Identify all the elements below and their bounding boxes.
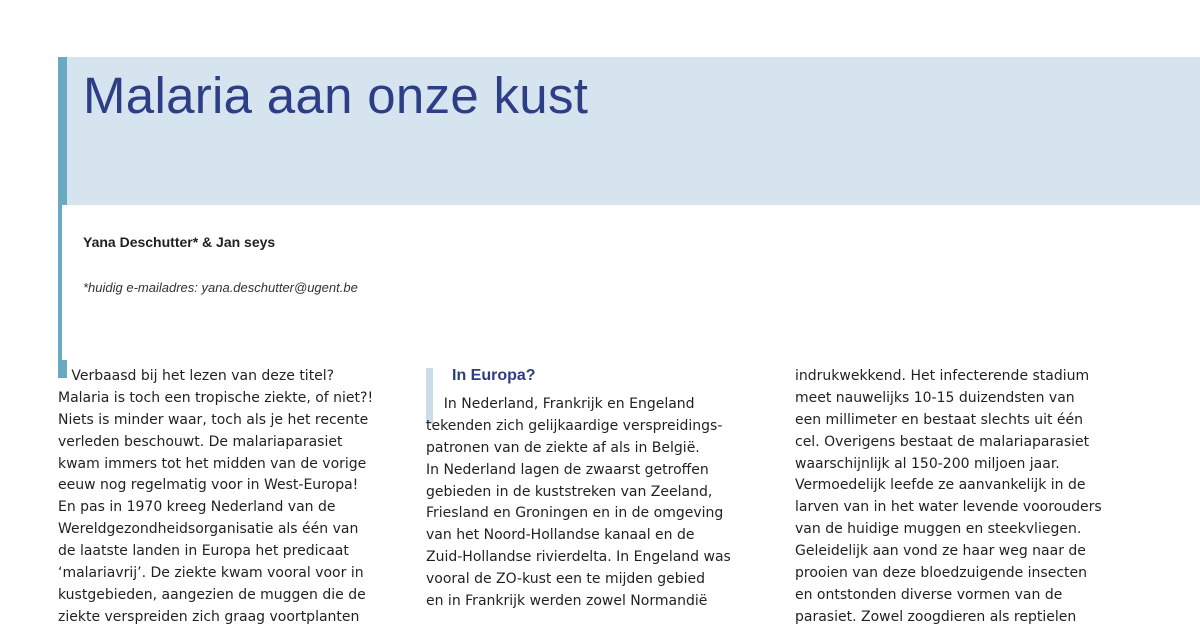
text-line: eeuw nog regelmatig voor in West-Europa! [58,477,359,494]
text-line: tekenden zich gelijkaardige verspreidings- [426,417,723,434]
text-line: een millimeter en bestaat slechts uit één [795,411,1084,428]
text-line: indrukwekkend. Het infecterende stadium [795,368,1090,384]
body-column-2 [426,366,731,613]
left-accent-rule [58,205,62,378]
text-line: prooien van deze bloedzuigende insecten [795,565,1088,582]
text-line: de laatste landen in Europa het predicaat [58,543,349,560]
author-footnote: *huidig e-mailadres: yana.deschutter@ugent.be [83,280,358,295]
text-line: verleden beschouwt. De malariaparasiet [58,433,343,450]
text-line: gebieden in de kuststreken van Zeeland, [426,483,713,500]
text-line: In Nederland lagen de zwaarst getroffen [426,461,709,478]
text-line: Niets is minder waar, toch als je het recente [58,411,369,428]
text-line: kustgebieden, aangezien de muggen die de [58,586,366,603]
text-line: ‘malariavrij’. De ziekte kwam vooral voor in [58,565,364,582]
text-line: In Nederland, Frankrijk en Engeland [426,396,695,412]
text-line: meet nauwelijks 10-15 duizendsten van [795,389,1075,406]
text-line: van het Noord-Hollandse kanaal en de [426,527,695,544]
text-line: larven van in het water levende voorouders [795,499,1102,516]
article-title: Malaria aan onze kust [83,67,589,124]
section-heading: In Europa? [452,367,536,384]
text-line: Wereldgezondheidsorganisatie als één van [58,521,359,538]
text-line: Malaria is toch een tropische ziekte, of niet?! [58,389,374,406]
body-column-1 [58,366,373,629]
text-line: waarschijnlijk al 150-200 miljoen jaar. [795,455,1060,472]
text-line: ziekte verspreiden zich graag voortplanten [58,608,360,625]
body-column-3 [795,366,1102,629]
text-line: Vermoedelijk leefde ze aanvankelijk in de [795,477,1086,494]
text-line: Friesland en Groningen en in de omgeving [426,505,724,522]
title-accent-bar [58,57,67,205]
text-line: van de huidige muggen en steekvliegen. [795,521,1082,538]
text-line: kwam immers tot het midden van de vorige [58,455,367,472]
text-line: Verbaasd bij het lezen van deze titel? [58,368,335,384]
text-line: patronen van de ziekte af als in België. [426,439,700,456]
text-line: vooral de ZO-kust een te mijden gebied [426,571,705,588]
text-line: Geleidelijk aan vond ze haar weg naar de [795,543,1086,560]
text-line: En pas in 1970 kreeg Nederland van de [58,499,336,516]
text-line: parasiet. Zowel zoogdieren als reptielen [795,608,1077,625]
text-line: Zuid-Hollandse rivierdelta. In Engeland was [426,549,731,566]
text-line: en ontstonden diverse vormen van de [795,586,1063,603]
text-line: en in Frankrijk werden zowel Normandië [426,593,708,610]
text-line: cel. Overigens bestaat de malariaparasiet [795,433,1090,450]
article-authors: Yana Deschutter* & Jan seys [83,234,276,250]
